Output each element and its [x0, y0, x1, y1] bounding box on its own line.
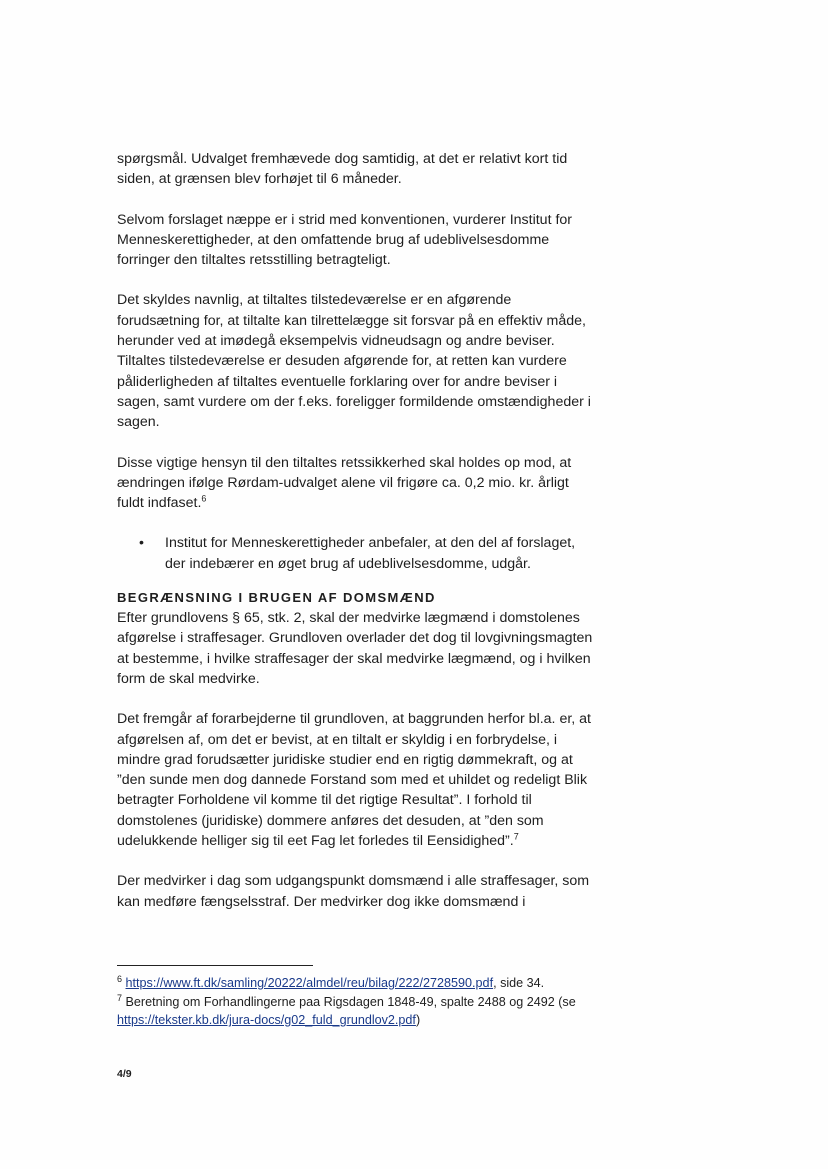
paragraph-2: Selvom forslaget næppe er i strid med konventionen, vurderer Institut for Menneskerettigheder, at den omfattende brug af udeblivelsesdomme forringer den tiltaltes retsstilling betragteligt. [117, 211, 573, 269]
footnote-7 [117, 993, 597, 1030]
paragraph-4 [117, 453, 597, 514]
footnote-7-tail: ) [415, 1013, 421, 1027]
body-text [117, 149, 597, 912]
paragraph-6 [117, 709, 597, 851]
footnote-6-link[interactable]: https://www.ft.dk/samling/20222/almdel/reu/bilag/222/2728590.pdf [125, 976, 494, 990]
footnote-ref-7[interactable]: 7 [513, 831, 519, 842]
footnote-6 [117, 974, 597, 993]
footnote-6-tail: , side 34. [493, 976, 545, 990]
footnote-7-text: Beretning om Forhandlingerne paa Rigsdagen 1848-49, spalte 2488 og 2492 (se [125, 994, 576, 1009]
page-number: 4/9 [117, 1068, 132, 1080]
paragraph-5: Efter grundlovens § 65, stk. 2, skal der medvirke lægmænd i domstolenes afgørelse i straffesager. Grundloven overlader det dog til lovgivningsmagten at bestemme, i hvilke straffesager der skal medvirke lægmænd, og i hvilken form de skal medvirke. [117, 610, 593, 687]
footnote-6-number: 6 [117, 973, 123, 984]
paragraph-3: Det skyldes navnlig, at tiltaltes tilstedeværelse er en afgørende forudsætning for, at tiltalte kan tilrettelægge sit forsvar på en effektiv måde, herunder ved at imødegå eksempelvis vidneudsagn og andre beviser. Tiltaltes tilstedeværelse er desuden afgørende for, at retten kan vurdere påliderligheden af tiltaltes eventuelle forklaring over for andre beviser i sagen, samt vurdere om der f.eks. foreligger formildende omstændigheder i sagen. [117, 292, 591, 431]
footnote-7-number: 7 [117, 992, 123, 1003]
recommendation-bullet [117, 533, 597, 574]
bullet-icon: • [139, 535, 144, 552]
paragraph-6-text: Det fremgår af forarbejderne til grundloven, at baggrunden herfor bl.a. er, at afgørelsen af, om det er bevist, at en tiltalt er skyldig i en forbrydelse, i mindre grad forudsætter juridiske studier end en rigtig dømmekraft, og at ”den sunde men dog dannede Forstand som med et uhildet og redeligt Blik betragter Forholdene vil komme til det rigtige Resultat”. I forhold til domstolenes (juridiske) dommere anføres det desuden, at ”den som udelukkende helliger sig til eet Fag let forledes til Eensidighed”. [117, 711, 591, 850]
paragraph-7: Der medvirker i dag som udgangspunkt domsmænd i alle straffesager, som kan medføre fængselsstraf. Der medvirker dog ikke domsmænd i [117, 873, 590, 910]
section-heading: BEGRÆNSNING I BRUGEN AF DOMSMÆND [117, 590, 436, 606]
footnote-7-link[interactable]: https://tekster.kb.dk/jura-docs/g02_fuld_grundlov2.pdf [117, 1013, 416, 1027]
paragraph-1: spørgsmål. Udvalget fremhævede dog samtidig, at det er relativt kort tid siden, at grænsen blev forhøjet til 6 måneder. [117, 151, 568, 188]
paragraph-4-text: Disse vigtige hensyn til den tiltaltes retssikkerhed skal holdes op mod, at ændringen ifølge Rørdam-udvalget alene vil frigøre ca. 0,2 mio. kr. årligt fuldt indfaset. [117, 454, 572, 512]
footnotes [117, 974, 597, 1030]
recommendation-text: Institut for Menneskerettigheder anbefaler, at den del af forslaget, der indebærer en øget brug af udeblivelsesdomme, udgår. [165, 535, 576, 572]
footnote-ref-6[interactable]: 6 [201, 493, 207, 504]
footnote-separator [117, 965, 313, 966]
